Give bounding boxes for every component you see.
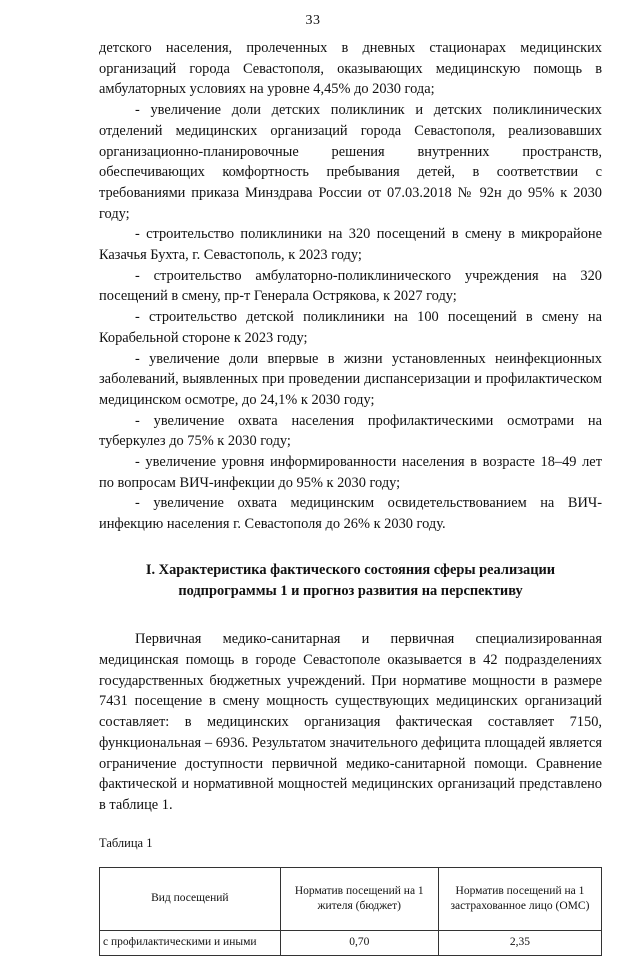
section-heading: I. Характеристика фактического состояния сферы реализации подпрограммы 1 и прогноз развития на перспективу — [145, 561, 556, 599]
table-header-cell: Вид посещений — [100, 867, 281, 930]
list-item: - строительство детской поликлиники на 100 посещений в смену на Корабельной стороне к 2023 году; — [99, 309, 602, 346]
body-paragraph: Первичная медико-санитарная и первичная специализированная медицинская помощь в городе Севастополе оказывается в 42 подразделениях государственных бюджетных учреждений. При нормативе мощности в размере 7431 посещение в смену мощность существующих медицинских организаций составляет: в медицинских организация фактическая составляет 7150, функциональная – 6936. Результатом значительного дефицита площадей является ограничение доступности первичной медико-санитарной помощи. Сравнение фактической и нормативной мощностей медицинских организаций представлено в таблице 1. — [99, 631, 602, 813]
table-caption: Таблица 1 — [99, 835, 153, 850]
table-cell: 2,35 — [438, 930, 601, 955]
list-item: - строительство амбулаторно-поликлинического учреждения на 320 посещений в смену, пр-т Генерала Острякова, к 2027 году; — [99, 267, 602, 305]
table-cell: с профилактическими и иными — [100, 930, 281, 955]
table-header-row — [100, 867, 602, 930]
list-item: - увеличение охвата медицинским освидетельствованием на ВИЧ-инфекцию населения г. Севастополя до 26% к 2030 году. — [99, 495, 602, 533]
list-item: - увеличение охвата населения профилактическими осмотрами на туберкулез до 75% к 2030 году; — [99, 412, 602, 450]
table-header-cell: Норматив посещений на 1 жителя (бюджет) — [280, 867, 438, 930]
data-table — [99, 867, 602, 956]
list-item: - увеличение доли детских поликлиник и детских поликлинических отделений медицинских организаций города Севастополя, реализовавших организационно-планировочные решения внутренних пространств, обеспечивающих комфортность пребывания детей, в соответствии с требованиями приказа Минздрава России от 07.03.2018 № 92н до 95% к 2030 году; — [99, 102, 602, 222]
table-cell: 0,70 — [280, 930, 438, 955]
table-row — [100, 930, 602, 955]
paragraph: детского населения, пролеченных в дневных стационарах медицинских организаций города Севастополя, оказывающих медицинскую помощь в амбулаторных условиях на уровне 4,45% до 2030 года; — [99, 40, 602, 98]
list-item: - увеличение доли впервые в жизни установленных неинфекционных заболеваний, выявленных при проведении диспансеризации и профилактическом медицинском осмотре, до 24,1% к 2030 году; — [99, 350, 602, 408]
table-header-cell: Норматив посещений на 1 застрахованное лицо (ОМС) — [438, 867, 601, 930]
page-number: 33 — [305, 13, 321, 28]
list-item: - строительство поликлиники на 320 посещений в смену в микрорайоне Казачья Бухта, г. Севастополь, к 2023 году; — [99, 226, 602, 264]
document-body — [99, 38, 602, 956]
list-item: - увеличение уровня информированности населения в возрасте 18–49 лет по вопросам ВИЧ-инфекции до 95% к 2030 году; — [99, 454, 602, 491]
